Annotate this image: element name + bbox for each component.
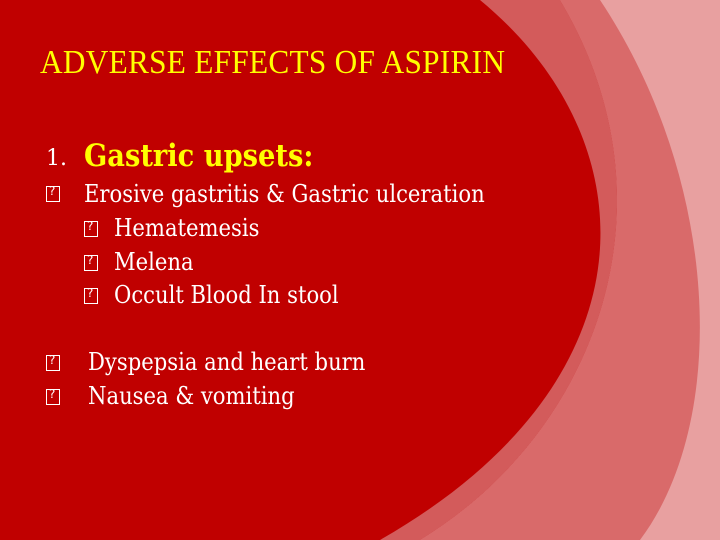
- bullet-icon: [46, 389, 60, 405]
- sub-bullet-melena: Melena: [114, 248, 194, 276]
- sub-bullet-occult-blood: Occult Blood In stool: [114, 281, 339, 309]
- bullet-icon: [84, 255, 98, 271]
- slide-title: ADVERSE EFFECTS OF ASPIRIN: [40, 44, 506, 81]
- bullet-nausea: Nausea & vomiting: [88, 382, 295, 410]
- sub-bullet-hematemesis: Hematemesis: [114, 214, 260, 242]
- main-bullet: Erosive gastritis & Gastric ulceration: [84, 180, 485, 208]
- section-number: 1.: [46, 146, 67, 171]
- bullet-icon: [84, 288, 98, 304]
- bullet-dyspepsia: Dyspepsia and heart burn: [88, 348, 366, 376]
- bullet-icon: [46, 355, 60, 371]
- bullet-icon: [46, 186, 60, 202]
- section-heading: Gastric upsets:: [84, 138, 314, 174]
- bullet-icon: [84, 221, 98, 237]
